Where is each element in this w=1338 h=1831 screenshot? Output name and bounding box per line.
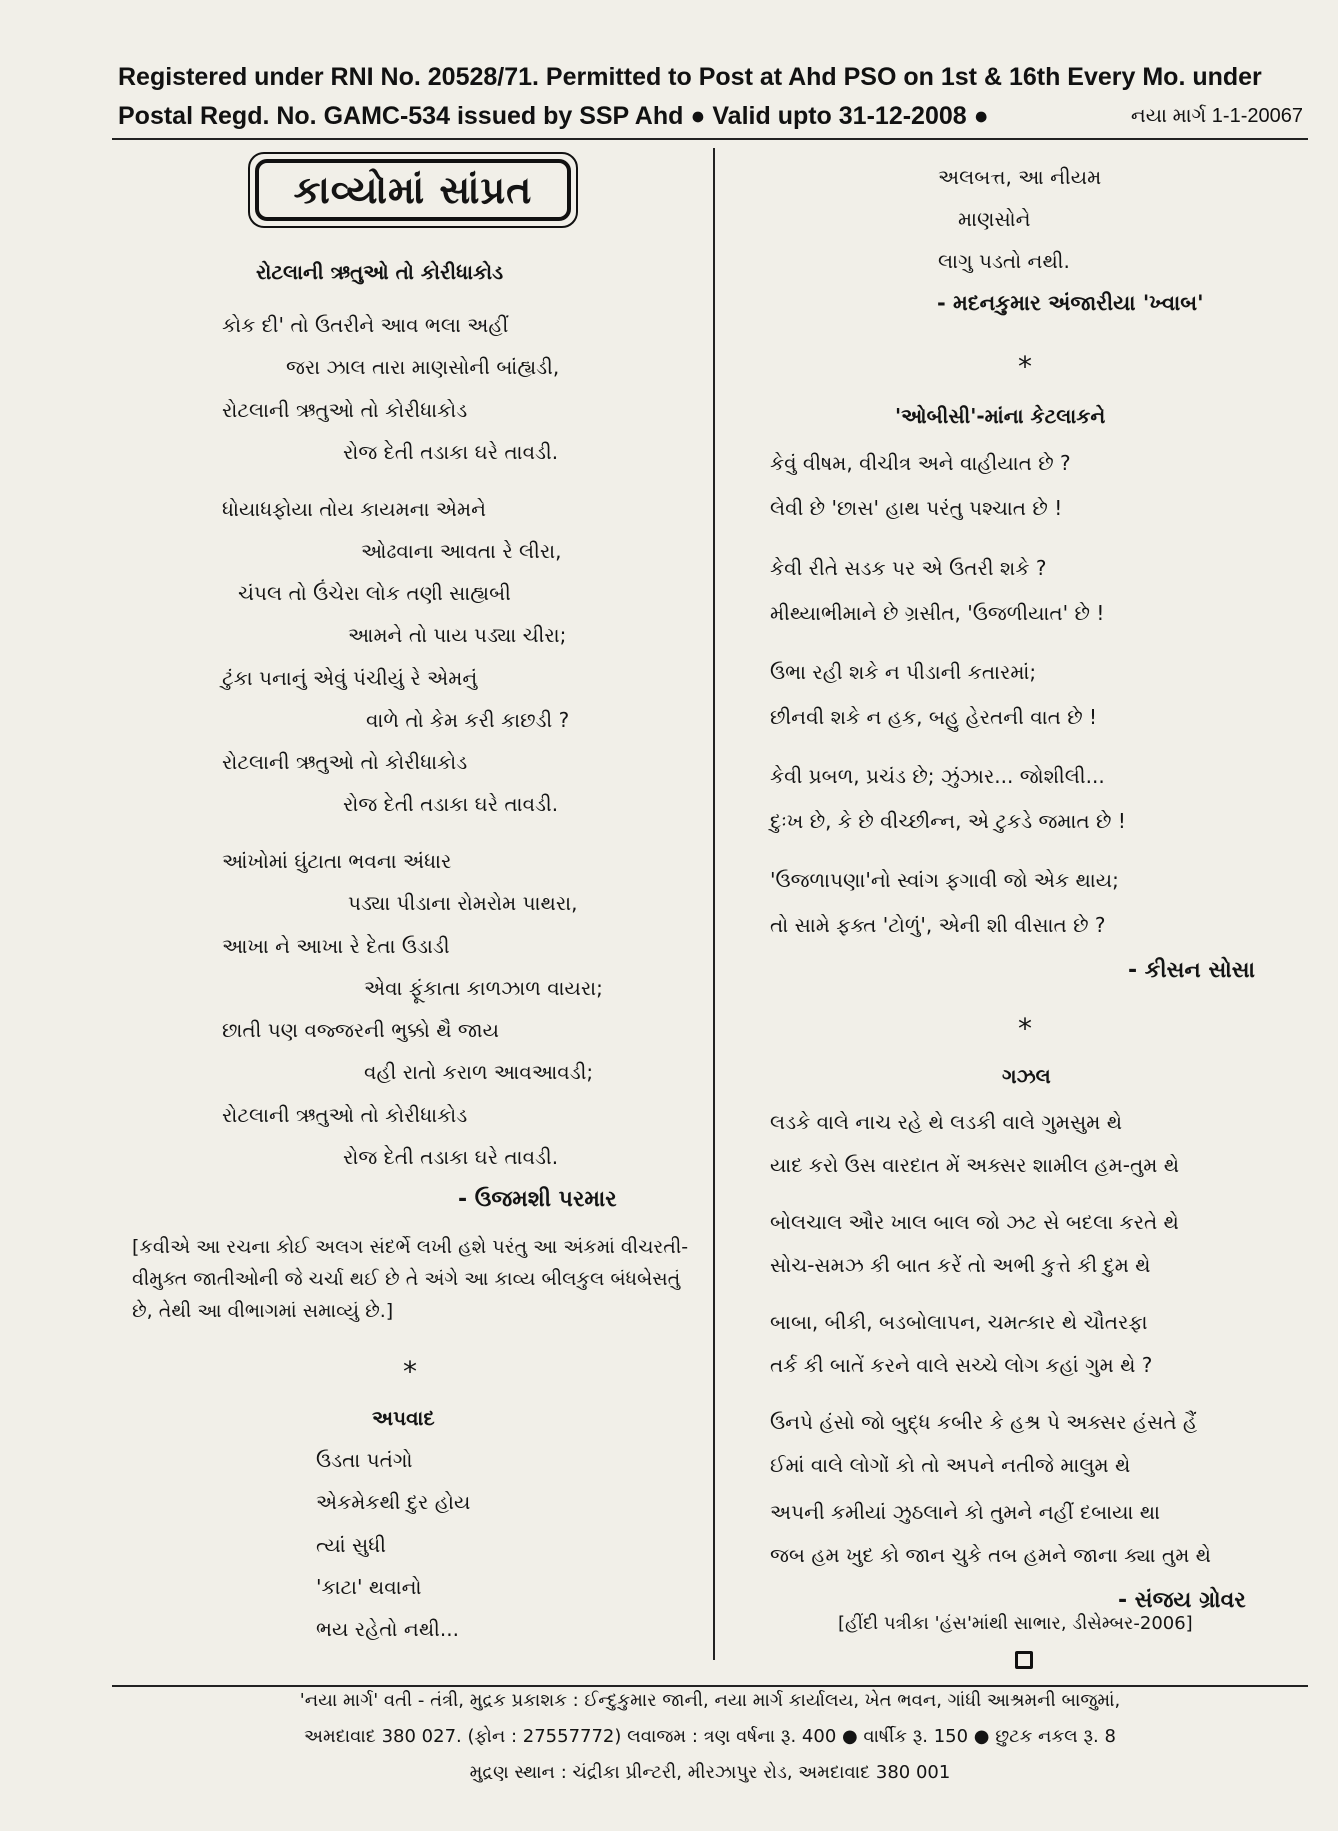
registration-line-2-row: [118, 97, 1303, 136]
poem3-author: - કીસન સોસા: [1128, 958, 1256, 983]
registration-line-2: Postal Regd. No. GAMC-534 issued by SSP Ahd ● Valid upto 31-12-2008 ●: [118, 102, 989, 130]
separator-star: *: [1018, 350, 1032, 383]
registration-line-1: Registered under RNI No. 20528/71. Permitted to Post at Ahd PSO on 1st & 16th Every Mo. under: [118, 63, 1262, 91]
end-mark-icon: [1015, 1651, 1033, 1669]
poem3-line: દુઃખ છે, કે છે વીચ્છીન્ન, એ ટુકડે જમાત છે !: [770, 809, 1126, 833]
section-title: કાવ્યોમાં સાંપ્રત: [255, 159, 571, 221]
poem2-author: - મદનકુમાર અંજારીયા 'ખ્વાબ': [937, 291, 1204, 315]
poem4-line: બાબા, બીકી, બડબોલાપન, ચમત્કાર થે ચૌતરફા: [770, 1310, 1148, 1334]
poem4-line: સોચ-સમઝ કી બાત કરેં તો અભી કુત્તે કી દુમ થે: [770, 1253, 1151, 1277]
poem1-line: આખા ને આખા રે દેતા ઉડાડી: [222, 934, 450, 958]
poem3-line: કેવી પ્રબળ, પ્રચંડ છે; ઝુંઝાર... જોશીલી...: [770, 764, 1105, 788]
poem4-line: યાદ કરો ઉસ વારદાત મેં અક્સર શામીલ હમ-તુમ થે: [770, 1153, 1180, 1177]
poem2-title: અપવાદ: [372, 1406, 435, 1430]
separator-star: *: [403, 1355, 417, 1388]
poem1-line: એવા ફૂંકાતા કાળઝાળ વાયરા;: [364, 976, 603, 1000]
poem2-line: 'કાટા' થવાનો: [316, 1575, 422, 1599]
poem2-line: ત્યાં સુધી: [316, 1533, 386, 1557]
poem1-line: રોજ દેતી તડાકા ઘરે તાવડી.: [343, 792, 559, 816]
poem3-line: કેવું વીષમ, વીચીત્ર અને વાહીયાત છે ?: [770, 451, 1071, 475]
poem1-note: [કવીએ આ રચના કોઈ અલગ સંદર્ભે લખી હશે પરંતુ આ અંકમાં વીચરતી-વીમુક્ત જાતીઓની જે ચર્ચા થઈ છે તે અંગે આ કાવ્ય બીલકુલ બંધબેસતું છે, તેથી આ વીભાગમાં સમાવ્યું છે.]: [132, 1236, 689, 1322]
poem1-line: પડ્યા પીડાના રોમરોમ પાથરા,: [348, 891, 578, 915]
poem1-line: રોટલાની ઋતુઓ તો કોરીધાકોડ: [222, 750, 468, 774]
poem4-line: અપની કમીયાં ઝુઠલાને કો તુમને નહીં દબાયા થા: [770, 1500, 1160, 1524]
footer-rule: [112, 1685, 1308, 1687]
poem2-line: એકમેકથી દુર હોય: [316, 1490, 471, 1514]
header-rule: [112, 138, 1308, 140]
registration-header: [118, 58, 1303, 136]
poem2-cont-line: અલબત્ત, આ નીયમ: [938, 165, 1102, 189]
poem1-line: ટુંકા પનાનું એવું પંચીયું રે એમનું: [222, 666, 478, 690]
poem1-line: વાળે તો કેમ કરી કાછડી ?: [366, 708, 570, 732]
poem3-line: તો સામે ફક્ત 'ટોળું', એની શી વીસાત છે ?: [770, 913, 1106, 937]
poem4-line: જબ હમ ખુદ કો જાન ચુકે તબ હમને જાના ક્યા તુમ થે: [770, 1543, 1212, 1567]
poem3-title: 'ઓબીસી'-માંના કેટલાકને: [895, 404, 1106, 428]
poem1-line: ચંપલ તો ઉંચેરા લોક તણી સાહ્યબી: [238, 581, 511, 605]
poem4-line: ઉનપે હંસો જો બુદ્ધ કબીર કે હશ્ર પે અક્સર હંસતે હૈં: [770, 1410, 1198, 1434]
section-banner: [248, 152, 578, 228]
poem4-line: લડકે વાલે નાચ રહે થે લડકી વાલે ગુમસુમ થે: [770, 1110, 1123, 1134]
poem1-author: - ઉજમશી પરમાર: [458, 1187, 617, 1212]
poem1-line: છાતી પણ વજ્જરની ભુક્કો થૈ જાય: [222, 1018, 500, 1042]
poem1-line: રોટલાની ઋતુઓ તો કોરીધાકોડ: [222, 1103, 468, 1127]
separator-star: *: [1018, 1012, 1032, 1045]
poem2-line: ભય રહેતો નથી...: [316, 1617, 459, 1641]
poem1-line: આંખોમાં ઘુંટાતા ભવના અંધાર: [222, 849, 452, 873]
poem4-line: બોલચાલ ઔર ખાલ બાલ જો ઝટ સે બદલા કરતે થે: [770, 1210, 1179, 1234]
poem1-line: કોક દી' તો ઉતરીને આવ ભલા અહીં: [222, 313, 509, 337]
poem1-line: ઓઢવાના આવતા રે લીરા,: [361, 539, 562, 563]
poem4-title: ગઝલ: [1002, 1064, 1051, 1088]
poem3-line: 'ઉજળાપણા'નો સ્વાંગ ફગાવી જો એક થાય;: [770, 868, 1119, 892]
poem1-line: રોટલાની ઋતુઓ તો કોરીધાકોડ: [222, 398, 468, 422]
poem1-line: જરા ઝાલ તારા માણસોની બાંહ્યડી,: [286, 355, 560, 379]
poem2-cont-line: લાગુ પડતો નથી.: [938, 249, 1070, 273]
poem3-line: કેવી રીતે સડક પર એ ઉતરી શકે ?: [770, 556, 1047, 580]
poem4-line: તર્ક કી બાતેં કરને વાલે સચ્ચે લોગ કહાં ગુમ થે ?: [770, 1353, 1153, 1377]
poem1-title: રોટલાની ઋતુઓ તો કોરીધાકોડ: [256, 260, 504, 284]
poem1-line: આમને તો પાય પડ્યા ચીરા;: [348, 623, 567, 647]
poem4-line: ઈમાં વાલે લોગોં કો તો અપને નતીજે માલુમ થે: [770, 1453, 1131, 1477]
poem3-line: ઉભા રહી શકે ન પીડાની કતારમાં;: [770, 660, 1037, 684]
poem1-line: ધોયાધફોયા તોય કાયમના એમને: [222, 497, 486, 521]
column-divider: [713, 148, 715, 1660]
footer-line-2: અમદાવાદ 380 027. (ફોન : 27557772) લવાજમ : ત્રણ વર્ષના રૂ. 400 ● વાર્ષીક રૂ. 150 ● છુટક નકલ રૂ. 8: [304, 1726, 1116, 1747]
issue-label: નયા માર્ગ 1-1-20067: [1130, 105, 1303, 127]
poem2-cont-line: માણસોને: [958, 207, 1031, 231]
footer-line-3: મુદ્રણ સ્થાન : ચંદ્રીકા પ્રીન્ટરી, મીરઝાપુર રોડ, અમદાવાદ 380 001: [469, 1762, 951, 1783]
poem2-line: ઉડતા પતંગો: [316, 1448, 413, 1472]
footer-line-1: 'નયા માર્ગ' વતી - તંત્રી, મુદ્રક પ્રકાશક : ઈન્દુકુમાર જાની, નયા માર્ગ કાર્યાલય, ખેત ભવન, ગાંધી આશ્રમની બાજુમાં,: [299, 1690, 1121, 1711]
poem4-source: [હીંદી પત્રીકા 'હંસ'માંથી સાભાર, ડીસેમ્બર-2006]: [838, 1613, 1193, 1634]
poem3-line: લેવી છે 'છાસ' હાથ પરંતુ પશ્ચાત છે !: [770, 496, 1063, 520]
poem1-line: રોજ દેતી તડાકા ઘરે તાવડી.: [343, 1145, 559, 1169]
poem3-line: મીથ્યાભીમાને છે ગ્રસીત, 'ઉજળીયાત' છે !: [770, 601, 1105, 625]
poem3-line: છીનવી શકે ન હક, બહુ હેરતની વાત છે !: [770, 705, 1098, 729]
poem1-line: રોજ દેતી તડાકા ઘરે તાવડી.: [343, 440, 559, 464]
poem1-line: વહી રાતો કરાળ આવઆવડી;: [364, 1060, 594, 1084]
poem4-author: - સંજય ગ્રોવર: [1118, 1588, 1246, 1613]
